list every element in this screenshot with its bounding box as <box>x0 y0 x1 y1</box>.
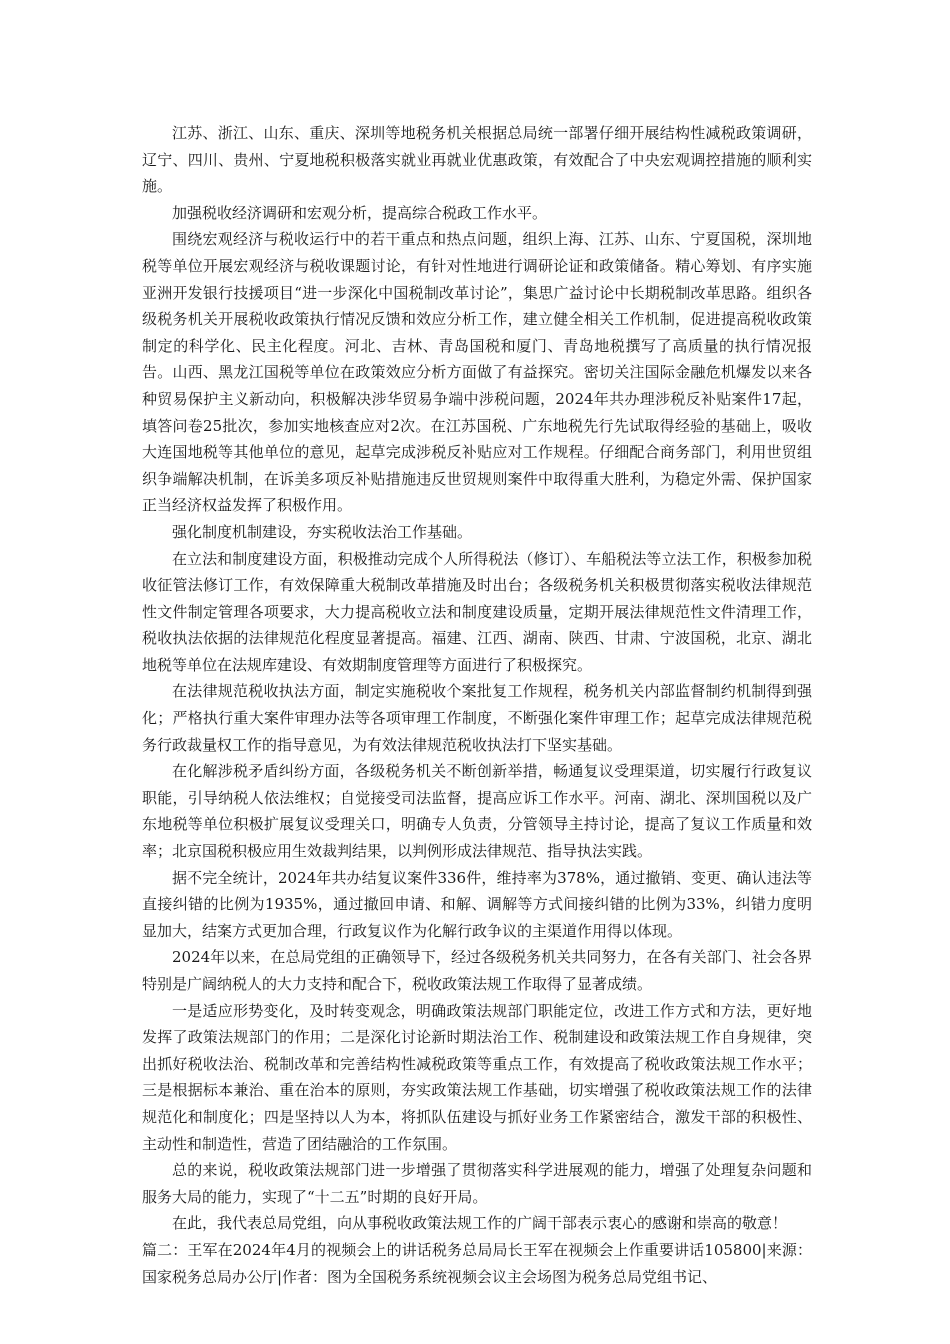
paragraph-structural-tax-cut: 江苏、浙江、山东、重庆、深圳等地税务机关根据总局统一部署仔细开展结构性减税政策调研，辽宁、四川、贵州、宁夏地税积极落实就业再就业优惠政策，有效配合了中央宏观调控措施的顺利实施。 <box>142 124 812 196</box>
document-body <box>142 120 812 1290</box>
paragraph-law-enforcement: 在法律规范税收执法方面，制定实施税收个案批复工作规程，税务机关内部监督制约机制得到强化；严格执行重大案件审理办法等各项审理工作制度，不断强化案件审理工作；起草完成法律规范税务行政裁量权工作的指导意见，为有效法律规范税收执法打下坚实基础。 <box>142 682 812 754</box>
paragraph-part-two-header: 篇二：王军在2024年4月的视频会上的讲话税务总局局长王军在视频会上作重要讲话105800|来源：国家税务总局办公厅|作者：图为全国税务系统视频会议主会场图为税务总局党组书记、 <box>142 1240 812 1286</box>
paragraph-heading-tax-analysis: 加强税收经济调研和宏观分析，提高综合税政工作水平。 <box>172 203 548 222</box>
paragraph-legislation: 在立法和制度建设方面，积极推动完成个人所得税法（修订）、车船税法等立法工作，积极参加税收征管法修订工作，有效保障重大税制改革措施及时出台；各级税务机关积极贯彻落实税收法律规范性文件制定管理各项要求，大力提高税收立法和制度建设质量，定期开展法律规范性文件清理工作，税收执法依据的法律规范化程度显著提高。福建、江西、湖南、陕西、甘肃、宁波国税，北京、湖北地税等单位在法规库建设、有效期制度管理等方面进行了积极探究。 <box>142 549 812 674</box>
paragraph-thanks: 在此，我代表总局党组，向从事税收政策法规工作的广阔干部表示衷心的感谢和崇高的敬意！ <box>172 1214 788 1233</box>
paragraph-heading-legal-system: 强化制度机制建设，夯实税收法治工作基础。 <box>172 522 473 541</box>
paragraph-achievements: 2024年以来，在总局党组的正确领导下，经过各级税务机关共同努力，在各有关部门、社会各界特别是广阔纳税人的大力支持和配合下，税收政策法规工作取得了显著成绩。 <box>142 948 812 993</box>
paragraph-dispute-resolution: 在化解涉税矛盾纠纷方面，各级税务机关不断创新举措，畅通复议受理渠道，切实履行行政复议职能，引导纳税人依法维权；自觉接受司法监督，提高应诉工作水平。河南、湖北、深圳国税以及广东地税等单位积极扩展复议受理关口，明确专人负责，分管领导主持讨论，提高了复议工作质量和效率；北京国税积极应用生效裁判结果，以判例形成法律规范、指导执法实践。 <box>142 762 812 861</box>
paragraph-statistics: 据不完全统计，2024年共办结复议案件336件，维持率为378%，通过撤销、变更、确认违法等直接纠错的比例为1935%，通过撤回申请、和解、调解等方式间接纠错的比例为33%，纠错力度明显加大，结案方式更加合理，行政复议作为化解行政争议的主渠道作用得以体现。 <box>142 868 812 940</box>
paragraph-macro-research: 围绕宏观经济与税收运行中的若干重点和热点问题，组织上海、江苏、山东、宁夏国税，深圳地税等单位开展宏观经济与税收课题讨论，有针对性地进行调研论证和政策储备。精心筹划、有序实施亚洲开发银行技援项目“进一步深化中国税制改革讨论”，集思广益讨论中长期税制改革思路。组织各级税务机关开展税收政策执行情况反馈和效应分析工作，建立健全相关工作机制，促进提高税收政策制定的科学化、民主化程度。河北、吉林、青岛国税和厦门、青岛地税撰写了高质量的执行情况报告。山西、黑龙江国税等单位在政策效应分析方面做了有益探究。密切关注国际金融危机爆发以来各种贸易保护主义新动向，积极解决涉华贸易争端中涉税问题，2024年共办理涉税反补贴案件17起，填答问卷25批次，参加实地核查应对2次。在江苏国税、广东地税先行先试取得经验的基础上，吸收大连国地税等其他单位的意见，起草完成涉税反补贴应对工作规程。仔细配合商务部门，利用世贸组织争端解决机制，在诉美多项反补贴措施违反世贸规则案件中取得重大胜利，为稳定外需、保护国家正当经济权益发挥了积极作用。 <box>142 230 812 515</box>
paragraph-summary: 总的来说，税收政策法规部门进一步增强了贯彻落实科学进展观的能力，增强了处理复杂问题和服务大局的能力，实现了“十二五”时期的良好开局。 <box>142 1161 812 1206</box>
paragraph-four-points: 一是适应形势变化，及时转变观念，明确政策法规部门职能定位，改进工作方式和方法，更好地发挥了政策法规部门的作用；二是深化讨论新时期法治工作、税制建设和政策法规工作自身规律，突出抓好税收法治、税制改革和完善结构性减税政策等重点工作，有效提高了税收政策法规工作水平；三是根据标本兼治、重在治本的原则，夯实政策法规工作基础，切实增强了税收政策法规工作的法律规范化和制度化；四是坚持以人为本，将抓队伍建设与抓好业务工作紧密结合，激发干部的积极性、主动性和制造性，营造了团结融洽的工作氛围。 <box>142 1001 812 1153</box>
